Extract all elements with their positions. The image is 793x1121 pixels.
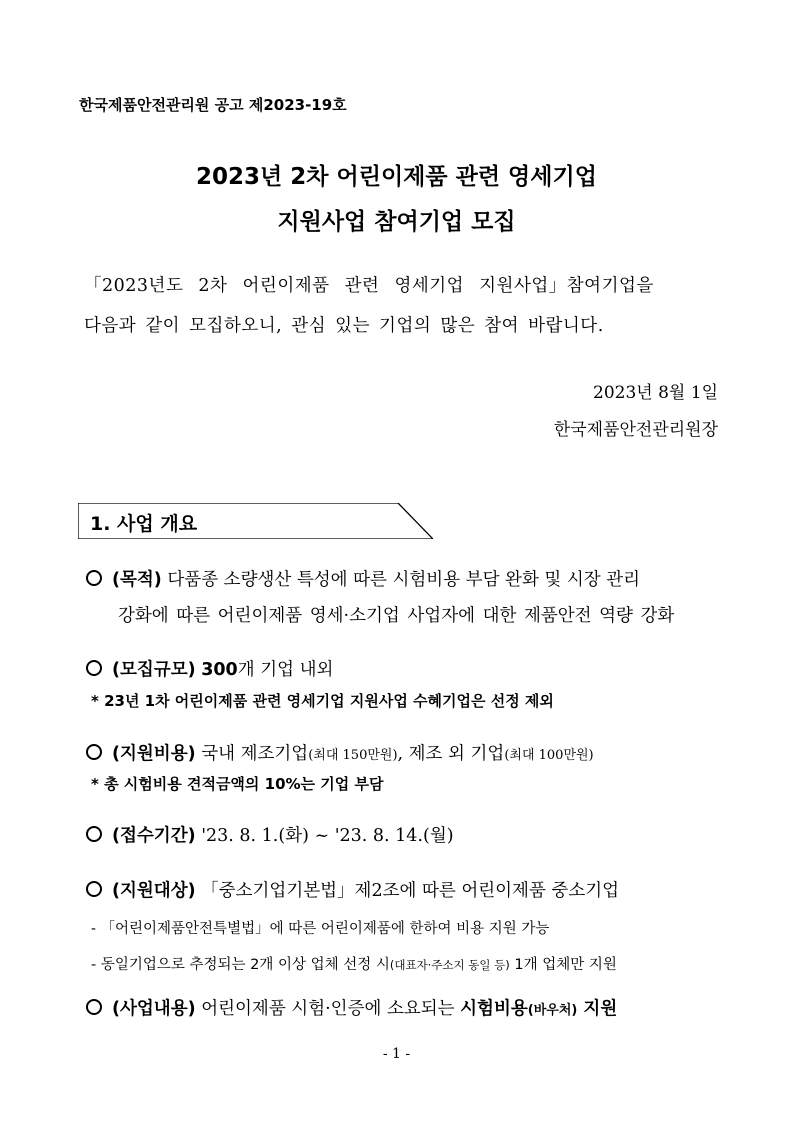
circle-bullet-icon — [86, 570, 102, 586]
cost-label: (지원비용) — [112, 744, 196, 764]
cost-max-1: (최대 150만원) — [308, 748, 398, 763]
title-line-2: 지원사업 참여기업 모집 — [277, 209, 516, 235]
target-dash-1: - 「어린이제품안전특별법」에 따른 어린이제품에 한하여 비용 지원 가능 — [91, 921, 550, 937]
circle-bullet-icon — [86, 999, 102, 1015]
circle-bullet-icon — [86, 881, 102, 897]
cost-text-1: 국내 제조기업 — [201, 744, 309, 764]
period-item — [86, 822, 454, 847]
issue-date: 2023년 8월 1일 — [593, 383, 718, 403]
content-label: (사업내용) — [112, 999, 196, 1019]
purpose-continuation: 강화에 따른 어린이제품 영세·소기업 사업자에 대한 제품안전 역량 강화 — [118, 606, 675, 626]
issuer-name: 한국제품안전관리원장 — [553, 420, 718, 440]
cost-text-2: , 제조 외 기업 — [397, 744, 505, 764]
target-text: 「중소기업기본법」제2조에 따른 어린이제품 중소기업 — [201, 881, 620, 901]
intro-line-2: 다음과 같이 모집하오니, 관심 있는 기업의 많은 참여 바랍니다. — [84, 316, 604, 336]
purpose-item — [86, 566, 640, 591]
circle-bullet-icon — [86, 660, 102, 676]
target-dash-2-small: (대표자·주소지 동일 등) — [389, 958, 510, 972]
target-dash-2 — [91, 953, 617, 974]
scale-item — [86, 656, 333, 681]
period-label: (접수기간) — [112, 826, 196, 846]
content-item — [86, 995, 617, 1020]
purpose-label: (목적) — [112, 570, 162, 590]
content-bold-small: (바우처) — [527, 1003, 578, 1018]
period-text: '23. 8. 1.(화) ~ '23. 8. 14.(월) — [201, 826, 454, 846]
scale-text: 개 기업 내외 — [237, 660, 334, 680]
target-label: (지원대상) — [112, 881, 196, 901]
target-item — [86, 877, 619, 902]
content-bold-2: 지원 — [577, 999, 618, 1019]
notice-number: 한국제품안전관리원 공고 제2023-19호 — [79, 96, 347, 114]
content-bold-1: 시험비용 — [460, 999, 528, 1019]
circle-bullet-icon — [86, 744, 102, 760]
intro-line-1: 「2023년도 2차 어린이제품 관련 영세기업 지원사업」참여기업을 — [84, 276, 654, 296]
scale-label: (모집규모) — [112, 660, 196, 680]
circle-bullet-icon — [86, 826, 102, 842]
target-dash-2-end: 1개 업체만 지원 — [509, 957, 617, 973]
section-title: 1. 사업 개요 — [90, 513, 198, 535]
page-number: - 1 - — [382, 1046, 411, 1062]
title-line-1: 2023년 2차 어린이제품 관련 영세기업 — [196, 164, 597, 190]
cost-max-2: (최대 100만원) — [504, 748, 594, 763]
scale-number: 300 — [201, 660, 238, 680]
scale-note: * 23년 1차 어린이제품 관련 영세기업 지원사업 수혜기업은 선정 제외 — [91, 692, 554, 710]
cost-item — [86, 740, 594, 765]
cost-note: * 총 시험비용 견적금액의 10%는 기업 부담 — [91, 775, 384, 793]
content-text: 어린이제품 시험·인증에 소요되는 — [201, 999, 455, 1019]
purpose-text: 다품종 소량생산 특성에 따른 시험비용 부담 완화 및 시장 관리 — [167, 570, 641, 590]
target-dash-2-text: - 동일기업으로 추정되는 2개 이상 업체 선정 시 — [91, 957, 390, 973]
